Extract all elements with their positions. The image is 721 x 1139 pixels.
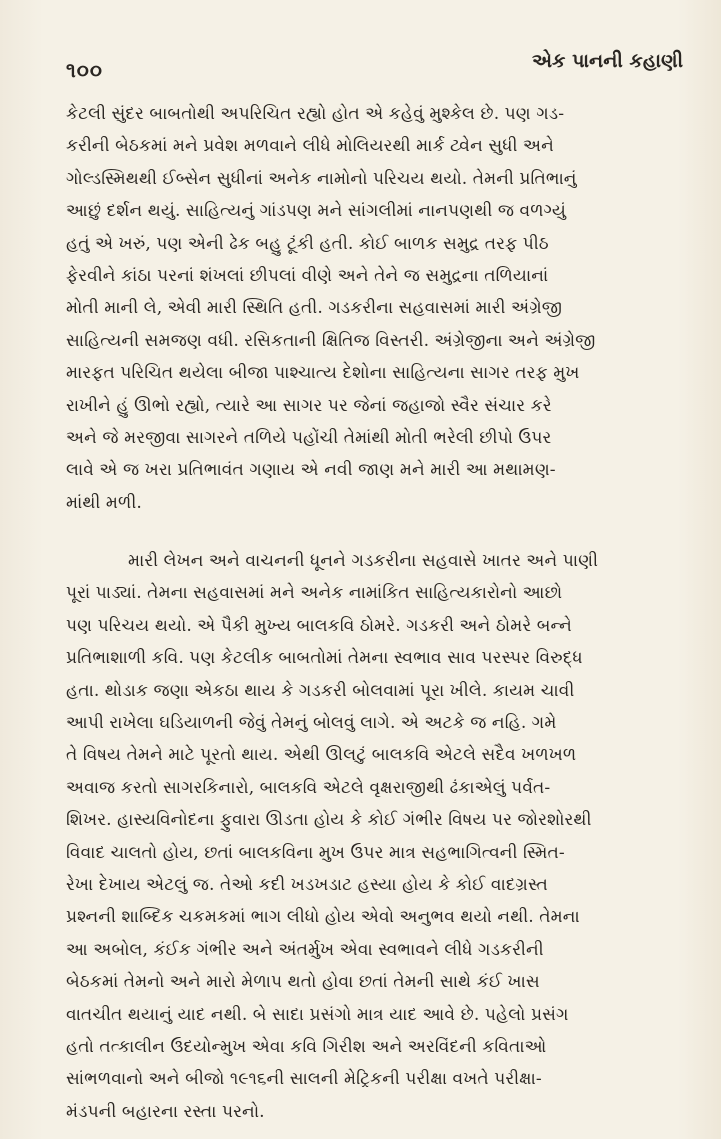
text-line: શિખર. હાસ્યવિનોદના ફુવારા ઊડતા હોય કે કોઈ ગંભીર વિષય પર જોરશોરથી <box>66 810 592 831</box>
text-line: લાવે એ જ ખરા પ્રતિભાવંત ગણાય એ નવી જાણ મને મારી આ મથામણ- <box>66 460 556 481</box>
text-line: ફેરવીને કાંઠા પરનાં શંખલાં છીપલાં વીણે અને તેને જ સમુદ્રના તળિયાનાં <box>66 265 549 286</box>
text-line: વાતચીત થયાનું યાદ નથી. બે સાદા પ્રસંગો માત્ર યાદ આવે છે. પહેલો પ્રસંગ <box>66 1004 569 1025</box>
text-line: અને જે મરજીવા સાગરને તળિયે પહોંચી તેમાંથી મોતી ભરેલી છીપો ઉપર <box>66 427 552 448</box>
text-line: આપી રાખેલા ઘડિયાળની જેવું તેમનું બોલવું લાગે. એ અટકે જ નહિ. ગમે <box>66 713 557 734</box>
text-line: પણ પરિચય થયો. એ પૈકી મુખ્ય બાલકવિ ઠોમરે. ગડકરી અને ઠોમરે બન્ને <box>66 615 572 636</box>
text-line: વિવાદ ચાલતો હોય, છતાં બાલકવિના મુખ ઉપર માત્ર સહભાગિત્વની સ્મિત- <box>66 842 565 863</box>
running-title: એક પાનની કહાણી <box>532 50 683 72</box>
text-line: સાહિત્યની સમજણ વધી. રસિકતાની ક્ષિતિજ વિસ્તરી. અંગ્રેજીના અને અંગ્રેજી <box>66 330 596 351</box>
text-line: મારી લેખન અને વાચનની ધૂનને ગડકરીના સહવાસે ખાતર અને પાણી <box>128 551 599 572</box>
text-line: રેખા દેખાય એટલું જ. તેઓ કદી ખડખડાટ હસ્યા હોય કે કોઈ વાદગ્રસ્ત <box>66 874 548 895</box>
text-line: ગોલ્ડસ્મિથથી ઈબ્સેન સુધીનાં અનેક નામોનો પરિચય થયો. તેમની પ્રતિભાનું <box>66 168 577 189</box>
text-line: માંથી મળી. <box>66 492 142 513</box>
text-line: બેઠકમાં તેમનો અને મારો મેળાપ થતો હોવા છતાં તેમની સાથે કંઈ ખાસ <box>66 972 540 993</box>
text-line: હતા. થોડાક જણા એકઠા થાય કે ગડકરી બોલવામાં પૂરા ખીલે. કાયમ ચાવી <box>66 680 575 701</box>
text-line: પૂરાં પાડ્યાં. તેમના સહવાસમાં મને અનેક નામાંકિત સાહિત્યકારોનો આછો <box>66 583 563 604</box>
text-line: સાંભળવાનો અને બીજો ૧૯૧૬ની સાલની મેટ્રિકની પરીક્ષા વખતે પરીક્ષા- <box>66 1069 542 1090</box>
paragraph-2 <box>66 545 660 1128</box>
text-line: તે વિષય તેમને માટે પૂરતો થાય. એથી ઊલટું બાલકવિ એટલે સદૈવ ખળખળ <box>66 745 577 766</box>
text-line: મંડપની બહારના રસ્તા પરનો. <box>66 1101 265 1122</box>
text-line: મોતી માની લે, એવી મારી સ્થિતિ હતી. ગડકરીના સહવાસમાં મારી અંગ્રેજી <box>66 298 563 319</box>
page-number: ૧૦૦ <box>66 58 103 82</box>
paragraph-1 <box>66 98 660 519</box>
text-line: કેટલી સુંદર બાબતોથી અપરિચિત રહ્યો હોત એ કહેવું મુશ્કેલ છે. પણ ગડ- <box>66 104 565 124</box>
text-line: આ અબોલ, કંઈક ગંભીર અને અંતર્મુખ એવા સ્વભાવને લીધે ગડકરીની <box>66 939 544 960</box>
text-line: રાખીને હું ઊભો રહ્યો, ત્યારે આ સાગર પર જેનાં જહાજો સ્વૈર સંચાર કરે <box>66 395 552 416</box>
text-line: પ્રતિભાશાળી કવિ. પણ કેટલીક બાબતોમાં તેમના સ્વભાવ સાવ પરસ્પર વિરુદ્ધ <box>66 648 583 669</box>
text-line: કરીની બેઠકમાં મને પ્રવેશ મળવાને લીધે મોલિયરથી માર્ક ટ્વેન સુધી અને <box>66 136 554 157</box>
text-line: મારફત પરિચિત થયેલા બીજા પાશ્ચાત્ય દેશોના સાહિત્યના સાગર તરફ મુખ <box>66 363 580 384</box>
text-line: અવાજ કરતો સાગરકિનારો, બાલકવિ એટલે વૃક્ષરાજીથી ઢંકાએલું પર્વત- <box>66 777 551 798</box>
paragraph-gap <box>66 519 660 545</box>
text-line: હતું એ ખરું, પણ એની ઢેક બહુ ટૂંકી હતી. કોઈ બાળક સમુદ્ર તરફ પીઠ <box>66 233 549 254</box>
text-line: આછું દર્શન થયું. સાહિત્યનું ગાંડપણ મને સાંગલીમાં નાનપણથી જ વળગ્યું <box>66 201 566 222</box>
text-line: હતો તત્કાલીન ઉદયોન્મુખ એવા કવિ ગિરીશ અને અરવિંદની કવિતાઓ <box>66 1036 547 1057</box>
body-text <box>66 98 660 1128</box>
text-line: પ્રશ્નની શાબ્દિક ચકમકમાં ભાગ લીધો હોય એવો અનુભવ થયો નથી. તેમના <box>66 907 580 928</box>
